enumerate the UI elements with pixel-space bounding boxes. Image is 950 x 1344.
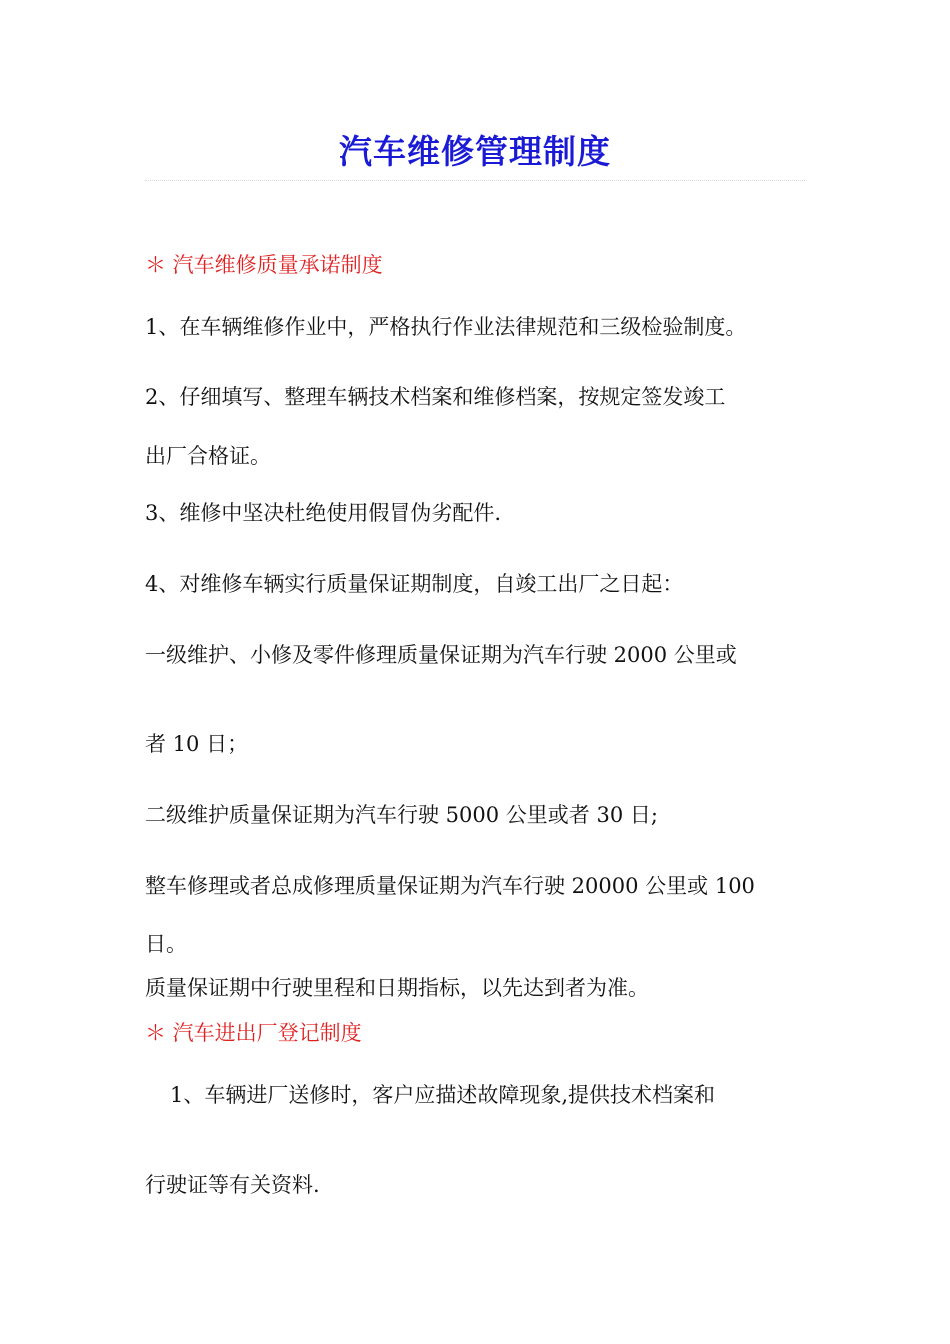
paragraph-line: 4、对维修车辆实行质量保证期制度，自竣工出厂之日起： bbox=[145, 572, 684, 596]
paragraph-line: 1、在车辆维修作业中，严格执行作业法律规范和三级检验制度。 bbox=[145, 315, 747, 339]
document-title: 汽车维修管理制度 bbox=[339, 132, 611, 171]
paragraph-line: 质量保证期中行驶里程和日期指标，以先达到者为准。 bbox=[145, 976, 649, 1000]
paragraph-line: 一级维护、小修及零件修理质量保证期为汽车行驶 2000 公里或 bbox=[145, 643, 737, 667]
section-heading-quality-promise: ＊ 汽车维修质量承诺制度 bbox=[145, 253, 383, 277]
paragraph-line: 日。 bbox=[145, 932, 187, 956]
paragraph-line: 1、车辆进厂送修时，客户应描述故障现象,提供技术档案和 bbox=[170, 1083, 716, 1107]
paragraph-line: 3、维修中坚决杜绝使用假冒伪劣配件. bbox=[145, 501, 502, 525]
paragraph-line: 者 10 日； bbox=[145, 732, 249, 756]
title-divider bbox=[145, 180, 805, 181]
paragraph-line: 二级维护质量保证期为汽车行驶 5000 公里或者 30 日; bbox=[145, 803, 658, 827]
paragraph-line: 整车修理或者总成修理质量保证期为汽车行驶 20000 公里或 100 bbox=[145, 874, 755, 898]
section-heading-entry-exit-registration: ＊ 汽车进出厂登记制度 bbox=[145, 1021, 362, 1045]
paragraph-line: 出厂合格证。 bbox=[145, 444, 271, 468]
paragraph-line: 2、仔细填写、整理车辆技术档案和维修档案，按规定签发竣工 bbox=[145, 385, 726, 409]
paragraph-line: 行驶证等有关资料. bbox=[145, 1173, 320, 1197]
